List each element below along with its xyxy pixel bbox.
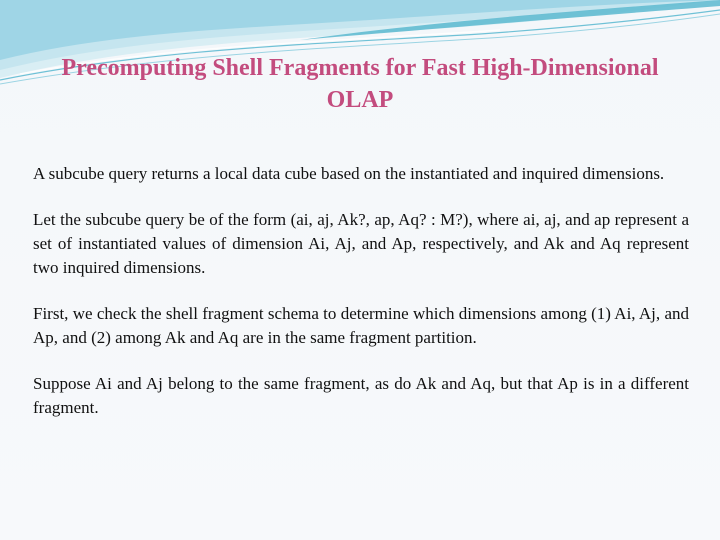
slide-title: Precomputing Shell Fragments for Fast High-Dimensional OLAP — [61, 55, 659, 113]
paragraph-subcube-query: A subcube query returns a local data cube based on the instantiated and inquired dimensions. — [33, 164, 665, 183]
paragraph-fragment-assumption: Suppose Ai and Aj belong to the same fragment, as do Ak and Aq, but that Ap is in a different fragment. — [33, 374, 689, 417]
paragraph-query-form: Let the subcube query be of the form (ai, aj, Ak?, ap, Aq? : M?), where ai, aj, and ap represent a set of instantiated values of dimension Ai, Aj, and Ap, respectively, and Ak and Aq represent two inquired dimensions. — [33, 210, 689, 277]
paragraph-check-schema: First, we check the shell fragment schema to determine which dimensions among (1) Ai, Aj, and Ap, and (2) among Ak and Aq are in the same fragment partition. — [33, 304, 689, 347]
slide-body — [33, 162, 689, 442]
